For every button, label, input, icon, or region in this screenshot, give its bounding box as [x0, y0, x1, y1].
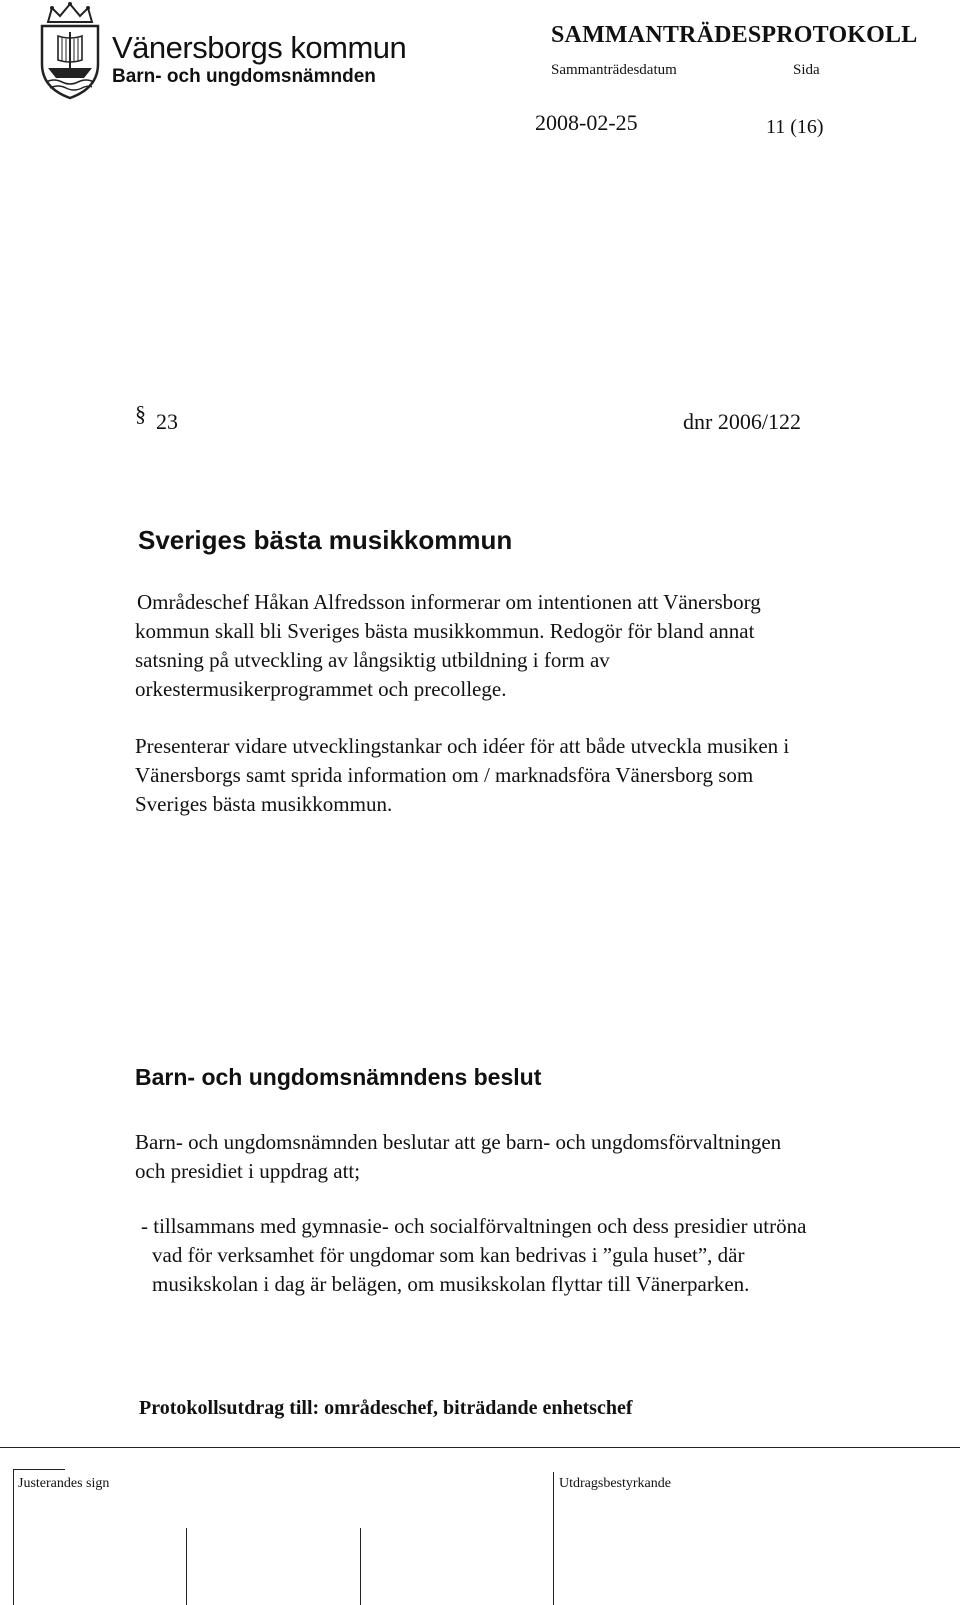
- distribution-note: Protokollsutdrag till: områdeschef, biträdande enhetschef: [139, 1397, 633, 1419]
- signer-initials-label: Justerandes sign: [18, 1476, 110, 1491]
- second-paragraph: [135, 732, 789, 819]
- decision-list-item: [141, 1212, 806, 1299]
- signature-box-border: [360, 1528, 361, 1605]
- text-line: - tillsammans med gymnasie- och socialförvaltningen och dess presidier utröna: [141, 1214, 807, 1238]
- meeting-date-label: Sammanträdesdatum: [551, 62, 677, 78]
- decision-paragraph: [135, 1128, 781, 1186]
- organization-unit: Barn- och ungdomsnämnden: [112, 66, 376, 87]
- municipal-coat-of-arms-ship-icon: [38, 2, 102, 100]
- paragraph-symbol: §: [135, 401, 146, 426]
- text-line: orkestermusikerprogrammet och precollege.: [135, 677, 507, 701]
- text-line: Områdeschef Håkan Alfredsson informerar om intentionen att Vänersborg: [137, 590, 761, 614]
- text-line: musikskolan i dag är belägen, om musikskolan flyttar till Vänerparken.: [152, 1272, 750, 1296]
- signature-box-border: [186, 1528, 187, 1605]
- organization-name: Vänersborgs kommun: [112, 30, 407, 65]
- extract-attestation-label: Utdragsbestyrkande: [559, 1476, 671, 1491]
- footer-short-divider: [13, 1469, 65, 1470]
- text-line: satsning på utveckling av långsiktig utbildning i form av: [135, 648, 610, 672]
- page-label: Sida: [793, 62, 820, 78]
- case-number: dnr 2006/122: [683, 409, 801, 434]
- meeting-date-value: 2008-02-25: [535, 110, 638, 135]
- footer-divider: [0, 1447, 960, 1448]
- text-line: Sveriges bästa musikkommun.: [135, 792, 393, 816]
- text-line: Barn- och ungdomsnämnden beslutar att ge barn- och ungdomsförvaltningen: [135, 1130, 782, 1154]
- decision-heading: Barn- och ungdomsnämndens beslut: [135, 1064, 542, 1090]
- intro-paragraph: [135, 588, 761, 704]
- text-line: Vänersborgs samt sprida information om / marknadsföra Vänersborg som: [135, 763, 754, 787]
- signature-box-border: [13, 1469, 14, 1605]
- paragraph-number: 23: [156, 409, 178, 434]
- document-type-title: SAMMANTRÄDESPROTOKOLL: [551, 22, 918, 48]
- text-line: Presenterar vidare utvecklingstankar och idéer för att både utveckla musiken i: [135, 734, 790, 758]
- text-line: kommun skall bli Sveriges bästa musikkommun. Redogör för bland annat: [135, 619, 755, 643]
- text-line: vad för verksamhet för ungdomar som kan bedrivas i ”gula huset”, där: [152, 1243, 745, 1267]
- signature-box-border: [553, 1472, 554, 1605]
- page-number-value: 11 (16): [766, 116, 824, 138]
- text-line: och presidiet i uppdrag att;: [135, 1159, 361, 1183]
- section-heading: Sveriges bästa musikkommun: [138, 525, 513, 555]
